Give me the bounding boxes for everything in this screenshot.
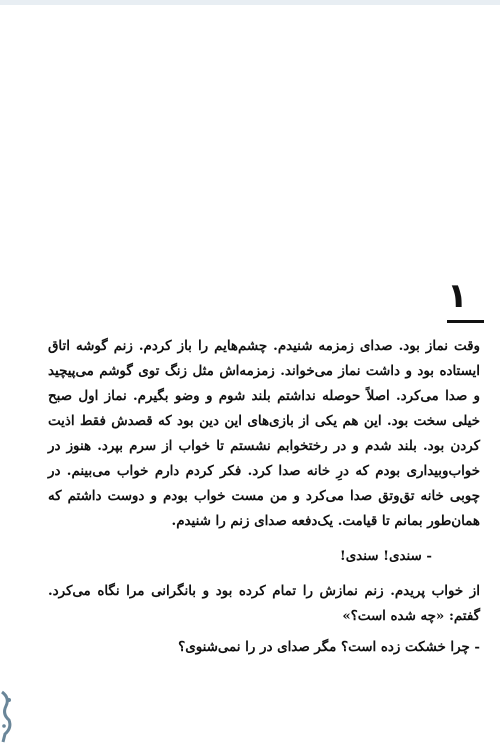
chapter-number: ۱ [447, 276, 468, 316]
page-body [48, 334, 480, 660]
chapter-underline [447, 320, 484, 323]
dialogue-line-2: - چرا خشکت زده است؟ مگر صدای در را نمی‌شنوی؟ [178, 639, 480, 655]
dialogue-line-1: - سندی! سندی! [339, 548, 432, 564]
publisher-logo-icon [0, 688, 14, 744]
paragraph-1: وقت نماز بود. صدای زمزمه شنیدم. چشم‌هایم را باز کردم. زنم گوشه اتاق ایستاده بود و داشت نماز می‌خواند. زمزمه‌اش مثل زنگ توی گوشم می‌پیچید و صدا می‌کرد. اصلاً حوصله نداشتم بلند شوم و وضو بگیرم. نماز اول صبح خیلی سخت بود. این هم یکی از بازی‌های این دین بود که قصدش فقط اذیت کردن بود. بلند شدم و در رختخوابم نشستم تا خواب از سرم بپرد. هنوز در خواب‌وبیداری بودم که درِ خانه صدا کرد. فکر کردم دارم خواب می‌بینم. در چوبی خانه تق‌وتق صدا می‌کرد و من مست خواب بودم و دوست داشتم که همان‌طور بمانم تا قیامت. یک‌دفعه صدای زنم را شنیدم. [48, 338, 480, 529]
paragraph-2: از خواب پریدم. زنم نمازش را تمام کرده بود و بانگرانی مرا نگاه می‌کرد. گفتم: «چه شده است؟» [48, 583, 480, 624]
top-edge-rule [0, 0, 500, 5]
